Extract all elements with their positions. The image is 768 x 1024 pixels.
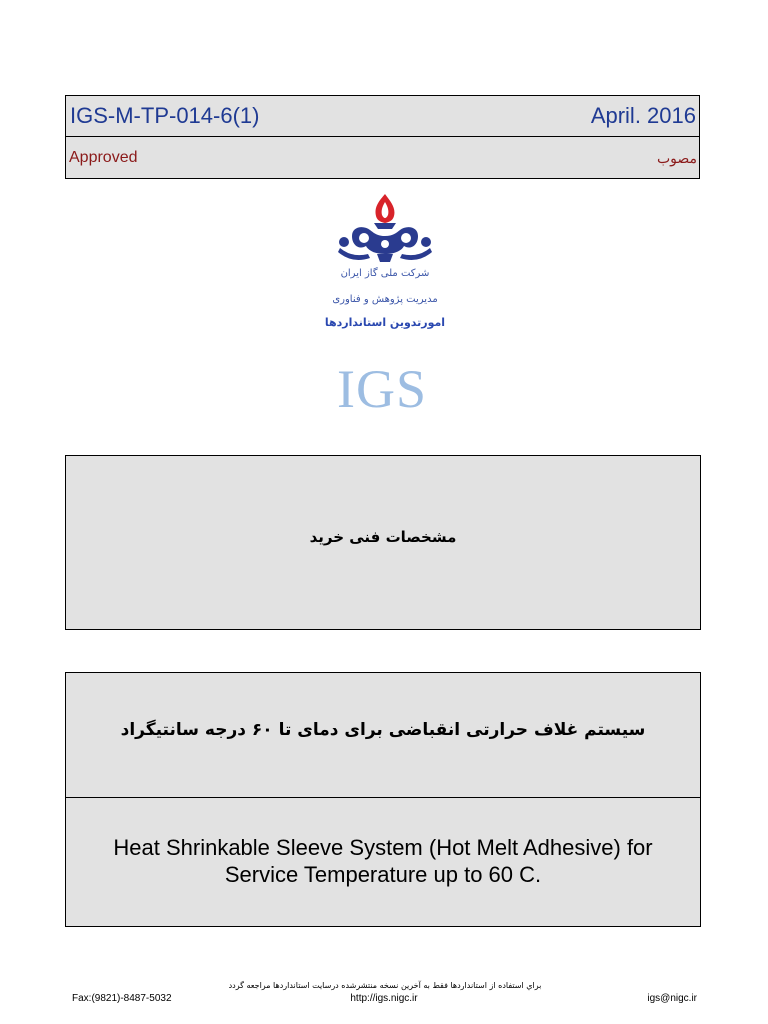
- subject-box: [65, 672, 701, 927]
- document-code: IGS-M-TP-014-6(1): [70, 103, 260, 128]
- footer-email-link[interactable]: igs@nigc.ir: [647, 993, 697, 1004]
- org-department: مدیریت پژوهش و فناوری: [332, 294, 438, 305]
- subject-divider: [66, 797, 700, 798]
- footer-fax: Fax:(9821)-8487-5032: [72, 993, 172, 1004]
- footer-url-link[interactable]: http://igs.nigc.ir: [350, 993, 418, 1004]
- header-top-row: [66, 96, 699, 137]
- org-unit: امورتدوین استانداردها: [324, 316, 446, 329]
- document-header: [65, 95, 700, 179]
- subject-title-fa: سیستم غلاف حرارتی انقباضی برای دمای تا ۶۰ درجه سانتیگراد: [120, 720, 646, 740]
- subject-title-en: Heat Shrinkable Sleeve System (Hot Melt Adhesive) for Service Temperature up to 60 C.: [113, 835, 653, 887]
- status-approved-en: Approved: [69, 149, 138, 166]
- document-date: April. 2016: [590, 103, 696, 128]
- igs-brand-title: IGS: [336, 359, 427, 419]
- nigc-logo-icon: [330, 192, 440, 267]
- footer-note-fa: براي استفاده از استانداردها فقط به آخرين نسخه منتشرشده درسايت استانداردها مراجعه گردد: [228, 981, 542, 990]
- spec-title-box: [65, 455, 701, 630]
- spec-title-fa: مشخصات فنی خرید: [309, 528, 457, 546]
- org-name: شرکت ملی گاز ایران: [340, 268, 430, 279]
- status-approved-fa: مصوب: [656, 150, 697, 166]
